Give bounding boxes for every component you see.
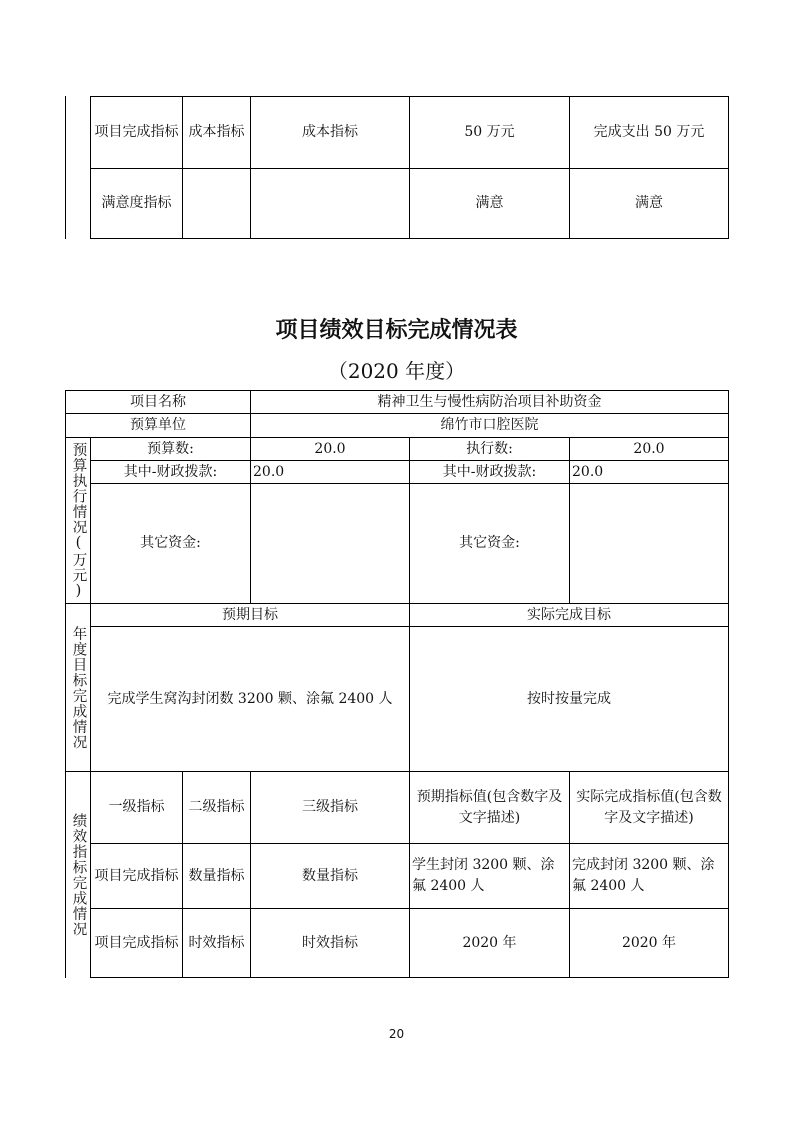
section-performance: 绩效指标完成情况	[70, 813, 87, 937]
table-border-bottom	[90, 238, 729, 239]
table-border-left	[65, 96, 66, 239]
table-cell: 学生封闭 3200 颗、涂氟 2400 人	[412, 857, 555, 894]
finance-value: 20.0	[572, 463, 604, 480]
table-cell: 数量指标	[188, 867, 245, 884]
table-cell: 数量指标	[302, 867, 358, 884]
budget-unit-label: 预算单位	[130, 417, 186, 433]
table-cell: 成本指标	[188, 124, 245, 140]
budget-amount-label: 预算数:	[147, 440, 194, 457]
table-cell: 成本指标	[302, 124, 358, 140]
table-cell: 时效指标	[302, 934, 358, 951]
table-border-right	[728, 390, 729, 978]
table-cell	[183, 169, 250, 238]
table-cell	[251, 169, 409, 238]
other-funds-label: 其它资金:	[459, 535, 520, 551]
table-cell: 满意度指标	[101, 195, 172, 211]
page-number: 20	[388, 1027, 405, 1041]
project-name-label: 项目名称	[130, 393, 186, 410]
expected-goal-text: 完成学生窝沟封闭数 3200 颗、涂氟 2400 人	[107, 690, 393, 707]
table-cell: 2020 年	[621, 934, 677, 951]
project-name-value: 精神卫生与慢性病防治项目补助资金	[377, 393, 602, 410]
section-budget-execution: 预算执行情况(万元)	[70, 441, 87, 600]
exec-amount-value: 20.0	[633, 440, 665, 457]
header-expected: 预期指标值(包含数字及文字描述)	[416, 788, 563, 826]
page-title: 项目绩效目标完成情况表	[275, 318, 518, 343]
expected-goal-header: 预期目标	[222, 606, 278, 623]
table-cell: 2020 年	[462, 934, 517, 951]
finance-value: 20.0	[253, 463, 285, 480]
page-subtitle: （2020 年度）	[327, 359, 466, 383]
finance-label: 其中-财政拨款:	[442, 463, 537, 480]
exec-amount-label: 执行数:	[466, 440, 513, 457]
finance-label: 其中-财政拨款:	[123, 463, 218, 480]
table-cell: 满意	[635, 195, 663, 211]
other-funds-label: 其它资金:	[140, 535, 201, 551]
header-level2: 二级指标	[188, 799, 245, 815]
budget-unit-value: 绵竹市口腔医院	[440, 417, 539, 433]
section-annual-goals: 年度目标完成情况	[70, 625, 87, 750]
table-cell: 项目完成指标	[94, 124, 179, 140]
table-cell: 完成支出 50 万元	[593, 124, 705, 140]
table-cell: 50 万元	[464, 124, 515, 140]
header-actual: 实际完成指标值(包含数字及文字描述)	[576, 788, 722, 826]
table-cell: 项目完成指标	[94, 867, 179, 884]
header-level1: 一级指标	[108, 799, 165, 815]
table-cell: 满意	[475, 195, 504, 211]
actual-goal-header: 实际完成目标	[527, 606, 611, 623]
header-level3: 三级指标	[302, 799, 358, 815]
table-cell: 完成封闭 3200 颗、涂氟 2400 人	[572, 857, 715, 894]
actual-goal-text: 按时按量完成	[527, 690, 611, 707]
budget-amount-value: 20.0	[314, 440, 346, 457]
table-cell: 时效指标	[188, 934, 245, 951]
table-cell: 项目完成指标	[94, 934, 179, 951]
